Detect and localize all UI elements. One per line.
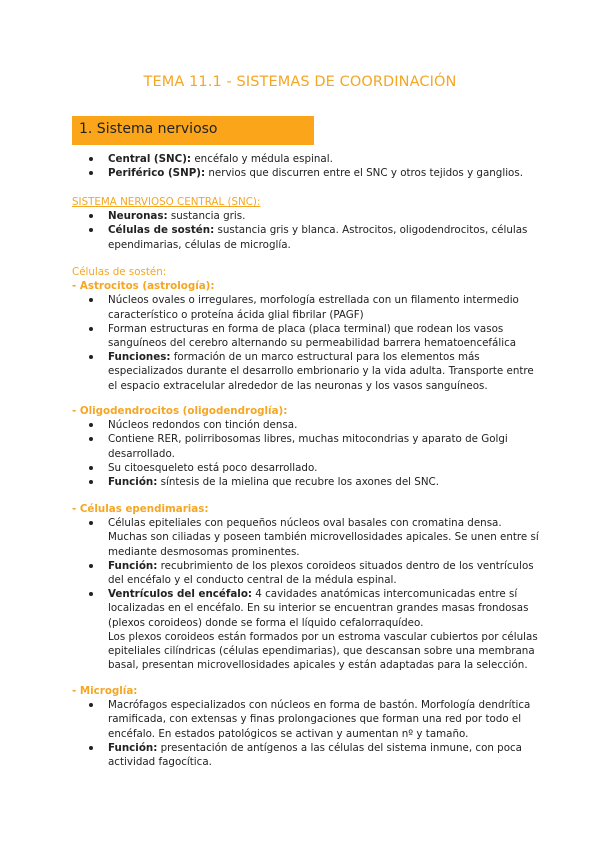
item-term: Periférico (SNP): (108, 167, 206, 180)
item-text: nervios que discurren entre el SNC y otros tejidos y ganglios. (205, 167, 523, 180)
item-text: 4 cavidades anatómicas intercomunicadas entre sí localizadas en el encéfalo. En su interior se encuentran grandes masas frondosas (plexos coroideos) donde se forma el líquido cefalorraquídeo. (108, 588, 529, 629)
ependimarias-heading: - Células ependimarias: (72, 503, 209, 515)
item-text: sustancia gris. (167, 210, 246, 223)
ependimarias-block (72, 502, 542, 672)
item-text: encéfalo y médula espinal. (191, 153, 333, 165)
item-text: presentación de antígenos a las células del sistema inmune, con poca actividad fagocítica. (108, 741, 522, 769)
list-item: Núcleos ovales o irregulares, morfología estrellada con un filamento intermedio característico o proteína ácida glial fibrilar (PAGF) (72, 293, 542, 321)
list-item: Células epiteliales con pequeños núcleos oval basales con cromatina densa. Muchas son ciliadas y poseen también microvellosidades apicales. Se unen entre sí mediante desmosomas prominentes. (72, 516, 542, 559)
microglia-heading: - Microglía: (72, 685, 138, 697)
list-item (72, 209, 542, 223)
list-item (72, 166, 542, 180)
item-term: Ventrículos del encéfalo: (108, 588, 253, 601)
list-item: Núcleos redondos con tinción densa. (72, 418, 542, 432)
list-item (72, 223, 542, 251)
nervous-system-list (72, 152, 542, 180)
item-term: Funciones: (108, 351, 171, 364)
item-term: Función: (108, 559, 158, 572)
item-text: formación de un marco estructural para los elementos más especializados durante el desarrollo embrionario y la vida adulta. Transporte entre el espacio extracelular alrededor de las neuronas y los vasos sanguíneos. (108, 351, 534, 392)
list-item: Su citoesqueleto está poco desarrollado. (72, 461, 542, 475)
list-item: Macrófagos especializados con núcleos en forma de bastón. Morfología dendrítica ramificada, con extensas y finas prolongaciones que forman una red por todo el encéfalo. En estados patológicos se activan y aumentan nº y tamaño. (72, 698, 542, 741)
snc-block (72, 195, 542, 252)
list-item (72, 559, 542, 587)
item-term: Función: (108, 741, 158, 754)
page-title: TEMA 11.1 - SISTEMAS DE COORDINACIÓN (143, 74, 457, 90)
item-term: Central (SNC): (108, 153, 192, 165)
list-item: Contiene RER, polirribosomas libres, muchas mitocondrias y aparato de Golgi desarrollado. (72, 432, 542, 460)
section-heading-box (72, 116, 314, 145)
astrocitos-block (72, 265, 542, 393)
snc-heading: SISTEMA NERVIOSO CENTRAL (SNC): (72, 196, 261, 208)
sosten-heading: Células de sostén: (72, 266, 167, 278)
item-term: Neuronas: (108, 210, 168, 223)
list-item (72, 350, 542, 393)
oligo-heading: - Oligodendrocitos (oligodendroglía): (72, 405, 288, 417)
list-paragraph: Los plexos coroideos están formados por un estroma vascular cubiertos por células epiteliales cilíndricas (células ependimarias), que descansan sobre una membrana basal, presentan microvellosidades apicales y están adaptadas para la selección. (108, 630, 538, 672)
list-item (72, 741, 542, 769)
list-item (72, 152, 542, 166)
list-item (72, 587, 542, 630)
item-term: Células de sostén: (108, 224, 215, 237)
list-item (72, 475, 542, 489)
oligodendrocitos-block (72, 404, 542, 489)
item-text: recubrimiento de los plexos coroideos situados dentro de los ventrículos del encéfalo y el conducto central de la médula espinal. (108, 559, 534, 587)
item-text: sustancia gris y blanca. Astrocitos, oligodendrocitos, células ependimarias, células de microglía. (108, 224, 528, 251)
list-item: Forman estructuras en forma de placa (placa terminal) que rodean los vasos sanguíneos del cerebro alternando su permeabilidad barrera hematoencefálica (72, 322, 542, 350)
microglia-block (72, 684, 542, 769)
astrocitos-heading: - Astrocitos (astrología): (72, 280, 215, 293)
item-term: Función: (108, 476, 158, 489)
section-heading: 1. Sistema nervioso (79, 121, 218, 137)
item-text: síntesis de la mielina que recubre los axones del SNC. (157, 476, 439, 489)
